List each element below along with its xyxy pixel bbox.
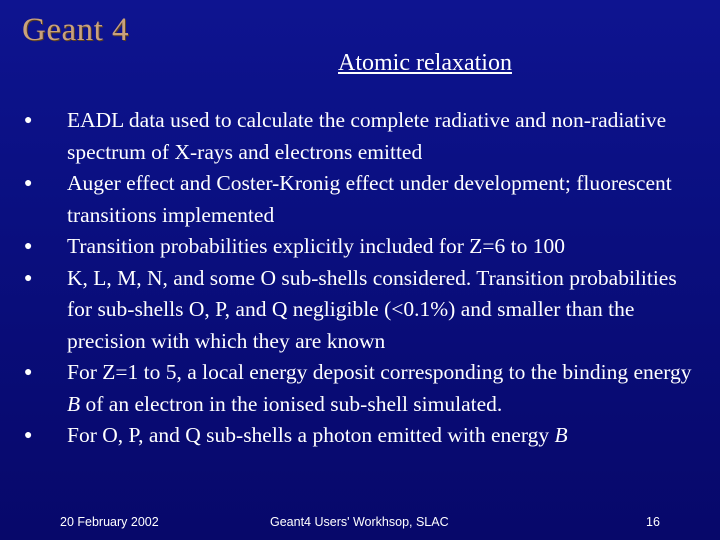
bullet-text: For Z=1 to 5, a local energy deposit corresponding to the binding energy bbox=[67, 360, 692, 384]
bullet-text: Transition probabilities explicitly included for Z=6 to 100 bbox=[67, 234, 566, 258]
bullet-text: EADL data used to calculate the complete radiative and non-radiative spectrum of X-rays and electrons emitted bbox=[67, 108, 667, 164]
bullet-icon: ● bbox=[24, 365, 33, 380]
bullet-icon: ● bbox=[24, 428, 33, 443]
bullet-icon: ● bbox=[24, 113, 33, 128]
bullet-icon: ● bbox=[24, 239, 33, 254]
bullet-item bbox=[20, 263, 700, 358]
footer-date: 20 February 2002 bbox=[60, 515, 159, 529]
bullet-text-italic: B bbox=[67, 391, 81, 416]
bullet-text: K, L, M, N, and some O sub-shells considered. Transition probabilities for sub-shells O, P, and Q negligible (<0.1%) and smaller than the precision with which they are known bbox=[67, 265, 677, 353]
bullet-item bbox=[20, 168, 700, 231]
bullet-icon: ● bbox=[24, 176, 33, 191]
bullet-text: of an electron in the ionised sub-shell simulated. bbox=[80, 391, 503, 416]
footer-event: Geant4 Users' Workhsop, SLAC bbox=[270, 515, 449, 529]
slide-title: Atomic relaxation bbox=[338, 50, 512, 76]
bullet-text: For O, P, and Q sub-shells a photon emitted with energy bbox=[67, 423, 555, 447]
bullet-item bbox=[20, 420, 700, 452]
bullet-text: Auger effect and Coster-Kronig effect under development; fluorescent transitions implemented bbox=[67, 171, 672, 227]
bullet-text-italic: B bbox=[554, 423, 568, 447]
bullet-item bbox=[20, 357, 700, 420]
geant4-logo: Geant 4 bbox=[22, 12, 130, 48]
bullet-item bbox=[20, 105, 700, 168]
footer-page-number: 16 bbox=[646, 515, 660, 529]
bullet-icon: ● bbox=[24, 270, 33, 286]
bullet-list bbox=[20, 105, 700, 452]
bullet-item bbox=[20, 231, 700, 263]
